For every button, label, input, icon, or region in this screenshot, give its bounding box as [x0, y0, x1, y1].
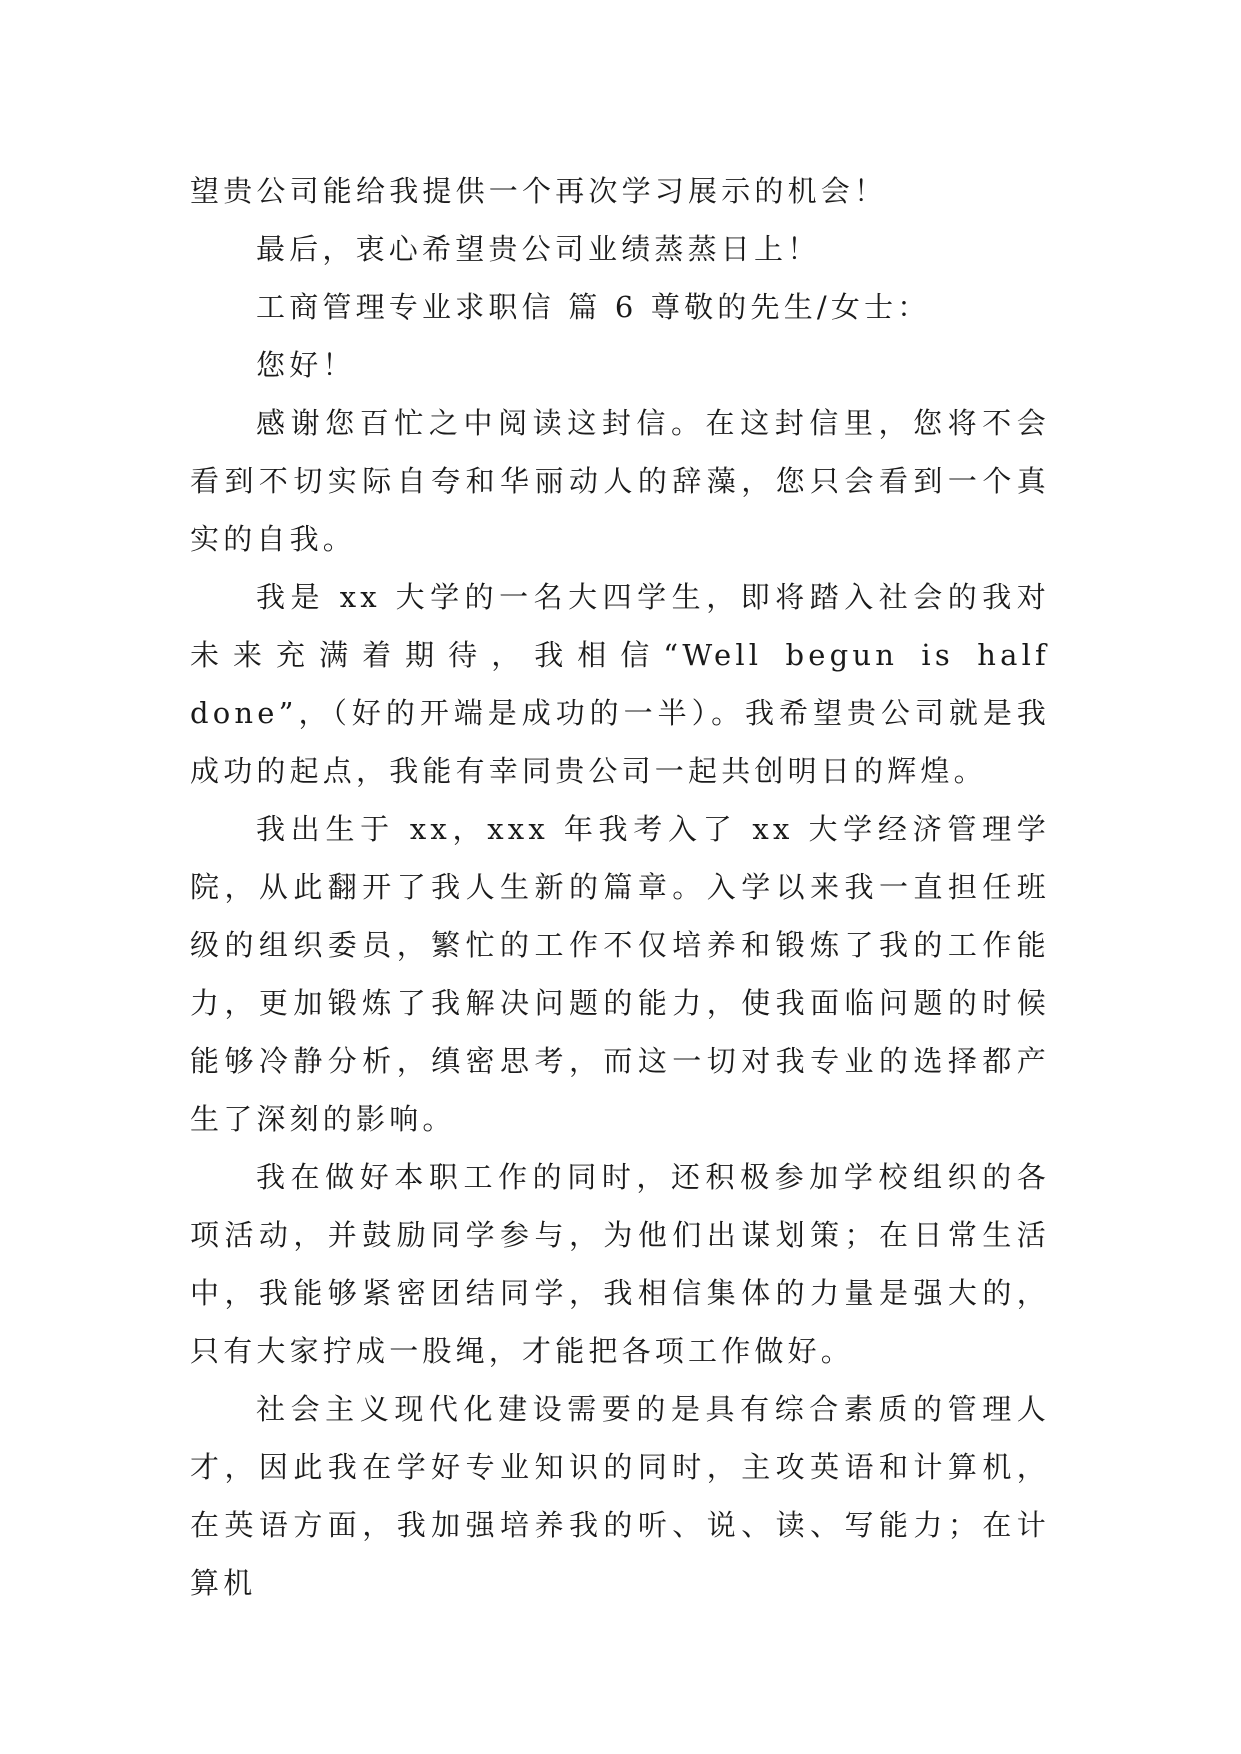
paragraph-4-greeting: 您好！ [256, 348, 356, 382]
paragraph-6: 我是 xx 大学的一名大四学生，即将踏入社会的我对未来充满着期待，我相信“Well begun is half done”，（好的开端是成功的一半）。我希望贵公司就是我成功的起点，我能有幸同贵公司一起共创明日的辉煌。 [190, 580, 1050, 788]
paragraph-9: 社会主义现代化建设需要的是具有综合素质的管理人才，因此我在学好专业知识的同时，主攻英语和计算机，在英语方面，我加强培养我的听、说、读、写能力；在计算机 [190, 1392, 1050, 1600]
paragraph-5: 感谢您百忙之中阅读这封信。在这封信里，您将不会看到不切实际自夸和华丽动人的辞藻，您只会看到一个真实的自我。 [190, 406, 1050, 556]
paragraph-1: 望贵公司能给我提供一个再次学习展示的机会！ [190, 174, 888, 208]
paragraph-7: 我出生于 xx，xxx 年我考入了 xx 大学经济管理学院，从此翻开了我人生新的篇章。入学以来我一直担任班级的组织委员，繁忙的工作不仅培养和锻炼了我的工作能力，更加锻炼了我解决问题的能力，使我面临问题的时候能够冷静分析，缜密思考，而这一切对我专业的选择都产生了深刻的影响。 [190, 812, 1050, 1136]
paragraph-3-heading: 工商管理专业求职信 篇 6 尊敬的先生/女士： [256, 290, 931, 324]
paragraph-8: 我在做好本职工作的同时，还积极参加学校组织的各项活动，并鼓励同学参与，为他们出谋划策；在日常生活中，我能够紧密团结同学，我相信集体的力量是强大的，只有大家拧成一股绳，才能把各项工作做好。 [190, 1160, 1050, 1368]
document-page [190, 162, 1050, 1612]
paragraph-2: 最后，衷心希望贵公司业绩蒸蒸日上！ [256, 232, 821, 266]
